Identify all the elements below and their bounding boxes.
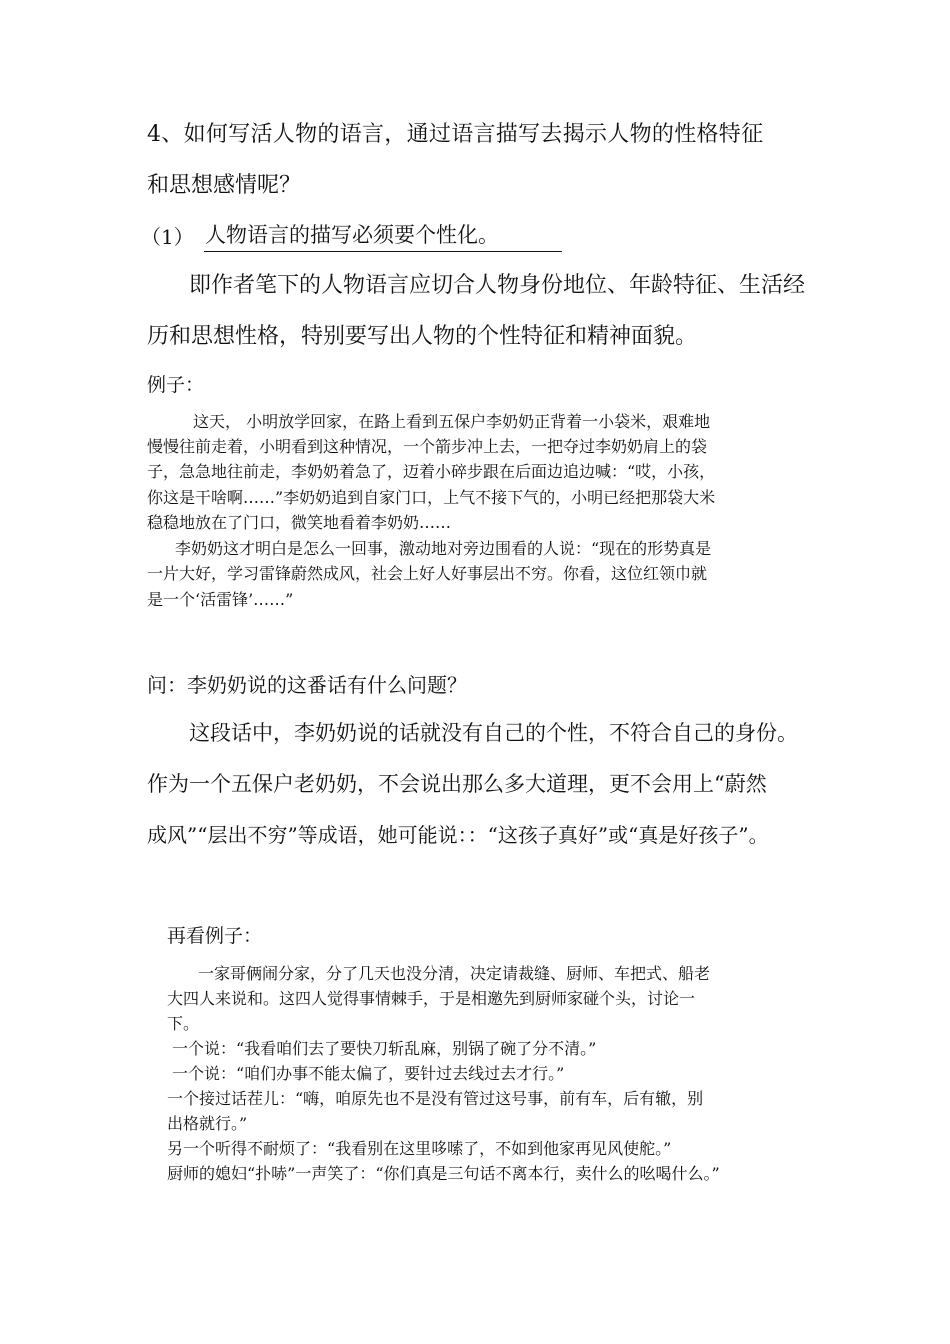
explain-line-1: 即作者笔下的人物语言应切合人物身份地位、年龄特征、生活经 [189, 273, 806, 298]
answer-line-1: 这段话中，李奶奶说的话就没有自己的个性，不符合自己的身份。 [189, 721, 798, 745]
example-1-label: 例子： [147, 374, 205, 396]
question-text: 问：李奶奶说的这番话有什么问题？ [147, 673, 467, 697]
explain-line-2: 历和思想性格，特别要写出人物的个性特征和精神面貌。 [147, 324, 698, 349]
example-1-line: 李奶奶这才明白是怎么一回事，激动地对旁边围看的人说：“现在的形势真是 [175, 539, 712, 558]
example-2-line: 出格就行。” [167, 1114, 248, 1133]
example-2-line: 下。 [167, 1014, 200, 1033]
example-2-line: 大四人来说和。这四人觉得事情棘手，于是相邀先到厨师家碰个头，讨论一 [167, 989, 696, 1008]
example-1-line: 子，急急地往前走，李奶奶着急了，迈着小碎步跟在后面边追边喊：“哎，小孩， [147, 462, 716, 481]
example-2-line: 另一个听得不耐烦了：“我看别在这里哆嗦了，不如到他家再见风使舵。” [167, 1139, 672, 1158]
example-2-line: 厨师的媳妇“扑哧”一声笑了：“你们真是三句话不离本行，卖什么的吆喝什么。” [167, 1164, 720, 1183]
section-1-underline [204, 251, 562, 252]
example-1-line: 一片大好，学习雷锋蔚然成风，社会上好人好事层出不穷。你看，这位红领巾就 [147, 564, 708, 583]
heading-line-1: 4、如何写活人物的语言，通过语言描写去揭示人物的性格特征 [147, 122, 764, 147]
example-2-line: 一家哥俩闹分家，分了几天也没分清，决定请裁缝、厨师、车把式、船老 [198, 964, 711, 983]
example-1-line: 慢慢往前走着，小明看到这种情况，一个箭步冲上去，一把夺过李奶奶肩上的袋 [147, 437, 708, 456]
example-2-label: 再看例子： [167, 925, 263, 947]
example-1-line: 是一个‘活雷锋’……” [147, 590, 294, 609]
section-1-number: （1） [141, 225, 194, 249]
example-1-line: 你这是干啥啊……”李奶奶追到自家门口，上气不接下气的，小明已经把那袋大米 [147, 488, 716, 507]
example-1-line: 稳稳地放在了门口，微笑地看着李奶奶…… [147, 513, 452, 532]
example-2-line: 一个说：“咱们办事不能太偏了，要针过去线过去才行。” [172, 1064, 565, 1083]
example-2-line: 一个接过话茬儿：“嗨，咱原先也不是没有管过这号事，前有车，后有辙，别 [167, 1089, 704, 1108]
heading-line-2: 和思想感情呢？ [147, 173, 302, 198]
example-2-line: 一个说：“我看咱们去了要快刀斩乱麻，别锅了碗了分不清。” [172, 1039, 597, 1058]
section-1-title: 人物语言的描写必须要个性化。 [205, 223, 499, 247]
example-1-line: 这天， 小明放学回家，在路上看到五保户李奶奶正背着一小袋米，艰难地 [193, 412, 711, 431]
answer-line-3: 成风”“层出不穷”等成语，她可能说：：“这孩子真好”或“真是好孩子”。 [147, 823, 769, 847]
answer-line-2: 作为一个五保户老奶奶，不会说出那么多大道理，更不会用上“蔚然 [147, 772, 767, 796]
